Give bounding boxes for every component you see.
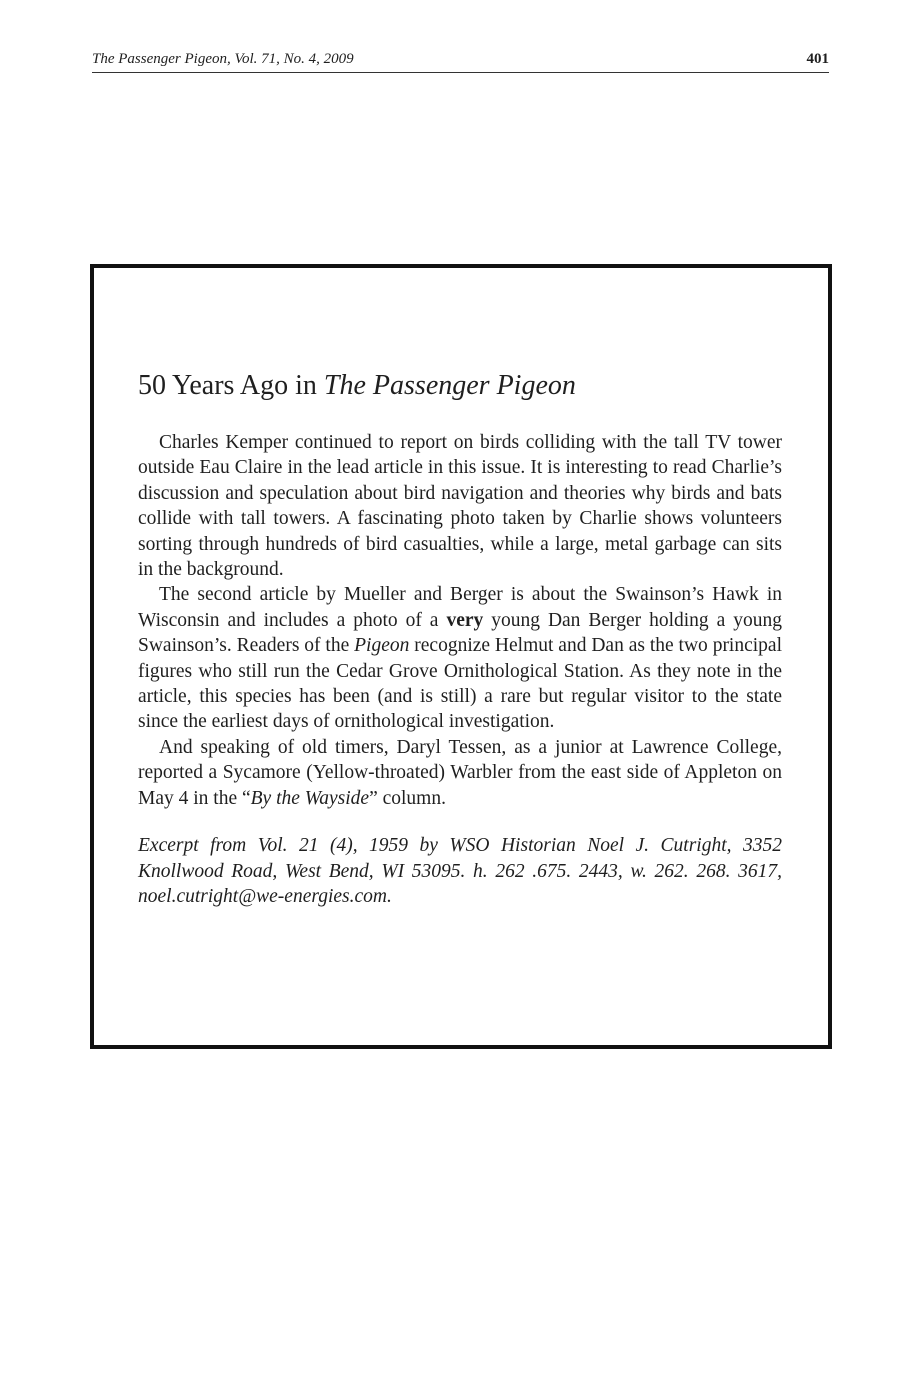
running-head <box>92 50 829 73</box>
paragraph-swainsons-hawk <box>138 582 782 734</box>
p2-text-c: recognize Helmut and Dan as the two principal figures who still run the Cedar Grove Ornithological Station. As they note in the article, this species has been (and is still) a rare but regular visitor to the state since the earliest days of ornithological investigation. <box>138 635 782 733</box>
feature-title <box>138 368 576 404</box>
p3-text-b: ” column. <box>369 787 446 809</box>
p2-text-b: young Dan Berger holding a young Swainson’s. Readers of the <box>138 609 782 657</box>
p2-text-a: The second article by Mueller and Berger is about the Swainson’s Hawk in Wisconsin and includes a photo of a <box>138 584 782 631</box>
page-number: 401 <box>806 51 829 67</box>
excerpt-credit: Excerpt from Vol. 21 (4), 1959 by WSO Historian Noel J. Cutright, 3352 Knollwood Road, West Bend, WI 53095. h. 262 .675. 2443, w. 262. 268. 3617, noel.cutright@we-energies.com. <box>138 835 782 907</box>
feature-box <box>90 264 832 1049</box>
paragraph-kemper: Charles Kemper continued to report on birds colliding with the tall TV tower outside Eau Claire in the lead article in this issue. It is interesting to read Charlie’s discussion and speculation about bird navigation and theories why birds and bats collide with tall towers. A fascinating photo taken by Charlie shows volunteers sorting through hundreds of bird casualties, while a large, metal garbage can sits in the background. <box>138 432 782 581</box>
feature-title-prefix: 50 Years Ago in <box>138 370 324 401</box>
p2-italic-word: Pigeon <box>354 635 410 657</box>
feature-body <box>138 430 782 909</box>
paragraph-tessen <box>138 735 782 811</box>
feature-title-journal: The Passenger Pigeon <box>323 370 576 401</box>
p3-italic-column: By the Wayside <box>250 787 370 809</box>
journal-citation: The Passenger Pigeon, Vol. 71, No. 4, 2009 <box>92 51 354 67</box>
p2-bold-word: very <box>446 609 484 631</box>
p3-text-a: And speaking of old timers, Daryl Tessen, as a junior at Lawrence College, reported a Sycamore (Yellow-throated) Warbler from the east side of Appleton on May 4 in the “ <box>138 736 782 809</box>
